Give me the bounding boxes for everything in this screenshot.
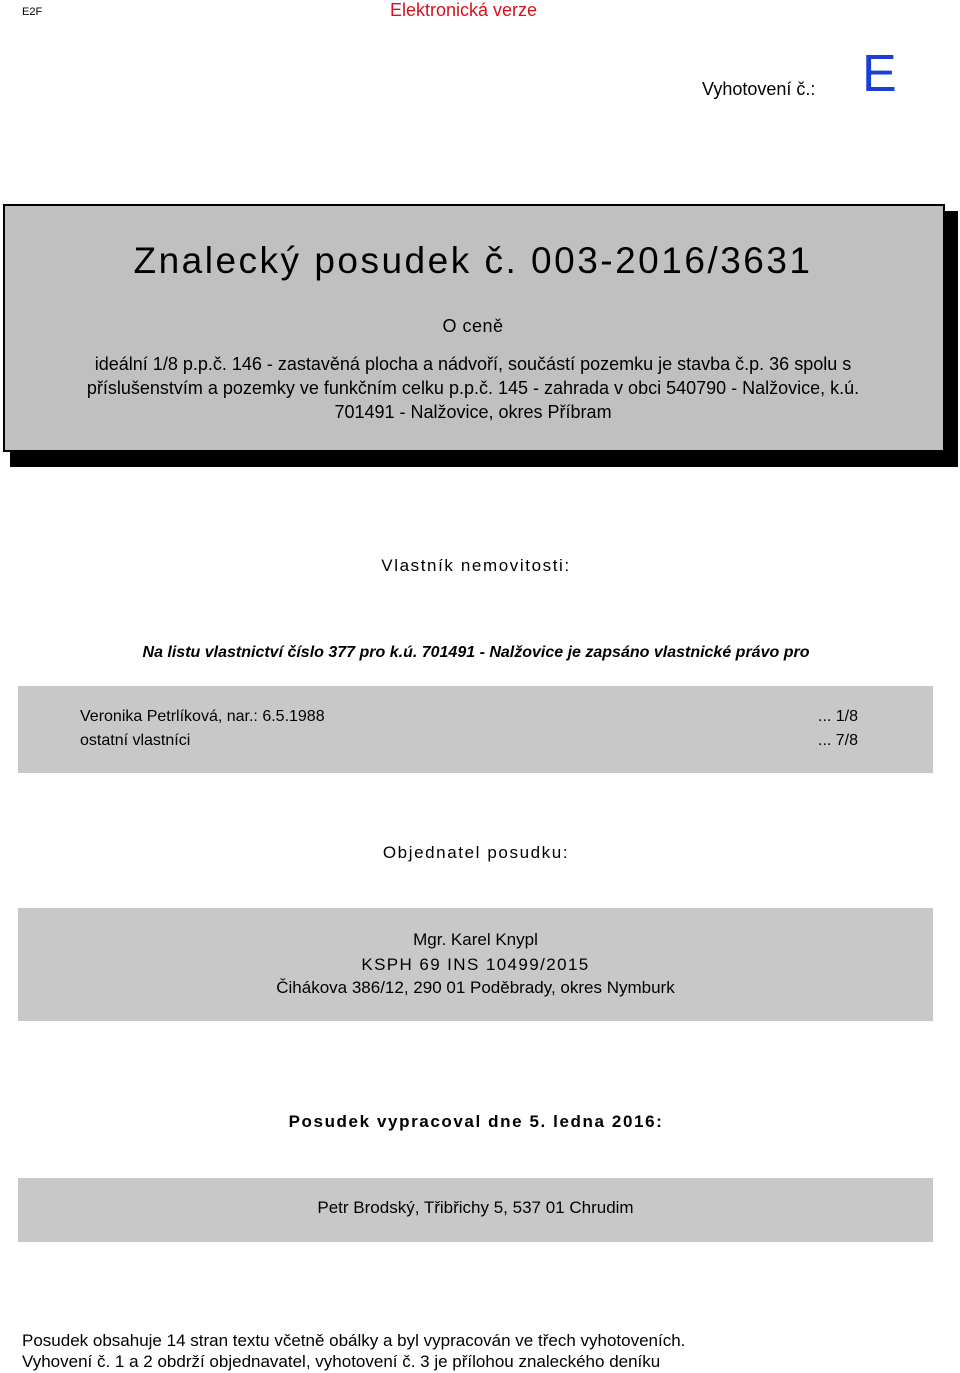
subject-line: 701491 - Nalžovice, okres Příbram	[334, 402, 612, 422]
orderer-name: Mgr. Karel Knypl	[413, 930, 538, 949]
owner-share: ... 7/8	[818, 732, 859, 749]
valuation-subject	[20, 352, 926, 424]
ownership-statement: Na listu vlastnictví číslo 377 pro k.ú. 701491 - Nalžovice je zapsáno vlastnické právo pro	[142, 644, 810, 661]
owner-share: ... 1/8	[818, 708, 859, 725]
copy-number-label: Vyhotovení č.:	[702, 79, 816, 99]
footer-line: Vyhovení č. 1 a 2 obdrží objednavatel, vyhotovení č. 3 je přílohou znaleckého deníku	[22, 1352, 661, 1371]
authored-date-label: Posudek vypracoval dne 5. ledna 2016:	[288, 1112, 664, 1131]
author-details: Petr Brodský, Třibřichy 5, 537 01 Chrudim	[317, 1198, 634, 1217]
orderer-case-number: KSPH 69 INS 10499/2015	[361, 955, 590, 974]
orderer-section-label: Objednatel posudku:	[382, 843, 570, 862]
document-title: Znalecký posudek č. 003-2016/3631	[133, 240, 813, 281]
document-code: E2F	[22, 6, 43, 18]
footer-line: Posudek obsahuje 14 stran textu včetně obálky a byl vypracován ve třech vyhotoveních.	[22, 1331, 686, 1350]
footer-note	[22, 1330, 685, 1372]
edition-label: Elektronická verze	[390, 0, 538, 20]
owner-section-label: Vlastník nemovitosti:	[381, 556, 571, 575]
owners-box	[18, 686, 933, 773]
document-subtitle: O ceně	[442, 316, 504, 336]
owner-name: ostatní vlastníci	[80, 732, 191, 749]
subject-line: příslušenstvím a pozemky ve funkčním celku p.p.č. 145 - zahrada v obci 540790 - Nalžovice, k.ú.	[86, 378, 860, 398]
orderer-address: Čihákova 386/12, 290 01 Poděbrady, okres Nymburk	[276, 978, 675, 997]
copy-number-value: E	[862, 45, 897, 103]
owner-name: Veronika Petrlíková, nar.: 6.5.1988	[80, 708, 325, 725]
subject-line: ideální 1/8 p.p.č. 146 - zastavěná plocha a nádvoří, součástí pozemku je stavba č.p. 36 spolu s	[94, 354, 852, 374]
